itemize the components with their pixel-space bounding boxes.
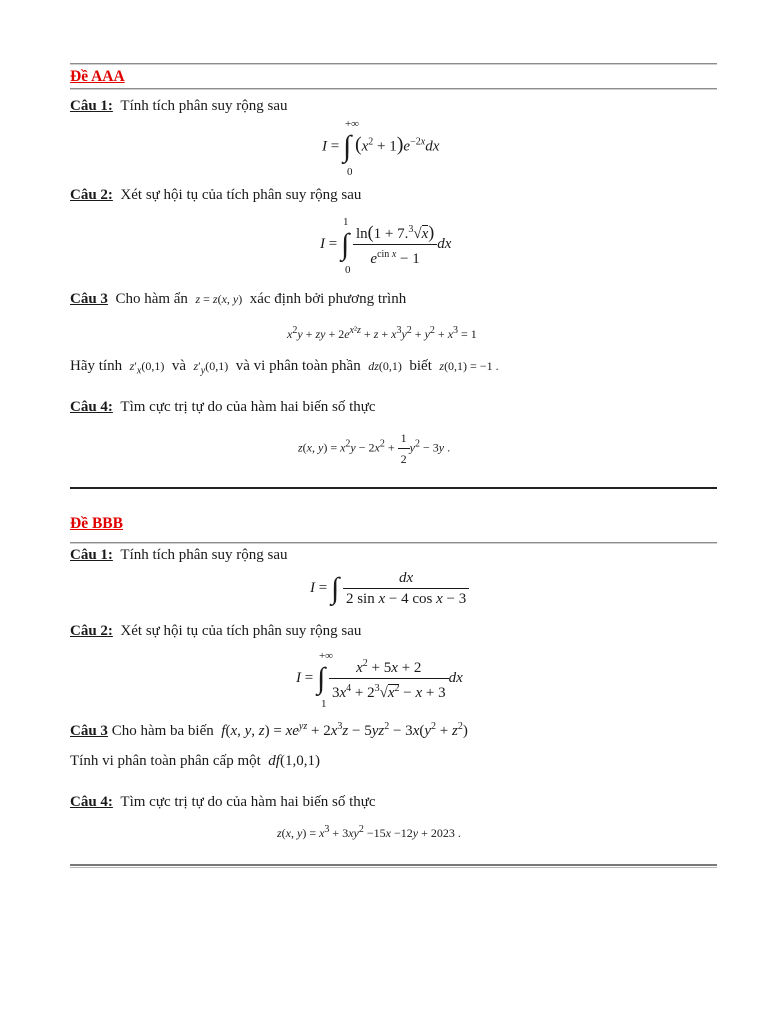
- text-b: và: [171, 358, 186, 374]
- question-label: Câu 1:: [70, 98, 113, 114]
- text-c: và vi phân toàn phần: [235, 358, 361, 374]
- section-heading-aaa: Đề AAA: [70, 68, 125, 85]
- question-2-bbb: [70, 622, 361, 640]
- question-text: Xét sự hội tụ của tích phân suy rộng sau: [120, 623, 362, 639]
- question-text: Tính tích phân suy rộng sau: [120, 98, 288, 114]
- section-divider: [70, 487, 717, 489]
- question-text: Tính tích phân suy rộng sau: [120, 547, 288, 563]
- question-3-bbb-line2: Tính vi phân toàn phân cấp một df(1,0,1): [70, 753, 320, 769]
- formula-bbb-4: z(x, $y) = x^3 + 3xy^2 -15x -12y + 2023$ .: [277, 824, 461, 840]
- formula-aaa-2: I = 1 ∫ 0 $\frac{\ln(1 + 7.^3√x)}{e^{cin x} - 1}$ dx: [320, 215, 452, 276]
- question-label: Câu 1:: [70, 547, 113, 563]
- question-2-aaa: [70, 186, 361, 204]
- question-text: Tìm cực trị tự do của hàm hai biến số thực: [120, 399, 376, 415]
- top-rule: [70, 63, 717, 65]
- heading-rule-aaa: [70, 88, 717, 90]
- question-3-aaa-line2: Hãy tính $z'_x(0,1)$ và $z'_y(0,1)$ và vi phân toàn phần dz(0,1) biết z(0,1) = −1 .: [70, 358, 499, 377]
- formula-aaa-4: z(x, $y) = x^2y - 2x^2$ + $\frac{1}{2}$ $y^2 - 3y$ .: [298, 428, 450, 469]
- question-text: Xét sự hội tụ của tích phân suy rộng sau: [120, 187, 362, 203]
- question-text-2: xác định bởi phương trình: [249, 291, 407, 307]
- question-label: Câu 4:: [70, 794, 113, 810]
- text-d: biết: [409, 358, 432, 374]
- question-text: Tìm cực trị tự do của hàm hai biến số thực: [120, 794, 376, 810]
- question-label: Câu 3: [70, 291, 108, 307]
- question-label: Câu 2:: [70, 187, 113, 203]
- formula-bbb-1: I = ∫ $\frac{dx}{\text{2 sin x − 4 cos x − 3}}$: [310, 568, 469, 609]
- question-1-bbb: [70, 546, 287, 564]
- question-3-aaa: Câu 3 Cho hàm ẩn z = z(x, y) xác định bởi phương trình: [70, 291, 407, 307]
- question-text-2: Tính vi phân toàn phân cấp một: [70, 753, 261, 769]
- question-label: Câu 4:: [70, 399, 113, 415]
- question-label: Câu 3: [70, 723, 108, 739]
- question-1-aaa: [70, 97, 287, 115]
- question-text: Cho hàm ba biến: [111, 723, 214, 739]
- text-a: Hãy tính: [70, 358, 123, 374]
- heading-rule-bbb: [70, 542, 717, 544]
- question-label: Câu 2:: [70, 623, 113, 639]
- question-4-bbb: [70, 793, 376, 811]
- formula-aaa-3: $x^2y$ + zy + $2e^{x^2z} + z + x^3y^2 + y^2 + x^3 = 1$: [287, 325, 477, 341]
- formula-bbb-2: I = +∞ ∫ 1 $\frac{x^2 + 5x + 2}{3x^4 + 2^3√x^2 - x + 3}$ dx: [296, 649, 463, 710]
- bottom-rule: [70, 864, 717, 868]
- question-text: Cho hàm ẩn: [115, 291, 188, 307]
- section-heading-bbb: Đề BBB: [70, 515, 123, 532]
- formula-aaa-1: I = +∞ ∫ 0 $(x^2 + 1)e^{-2x}dx$: [322, 118, 440, 178]
- question-3-bbb: Câu 3 Cho hàm ba biến f(x, y, $z) = xe^{yz} + 2x^3z - 5yz^2 - 3x(y^2 + z^2)$: [70, 721, 468, 739]
- inline-math: z: [195, 292, 201, 306]
- question-4-aaa: [70, 398, 376, 416]
